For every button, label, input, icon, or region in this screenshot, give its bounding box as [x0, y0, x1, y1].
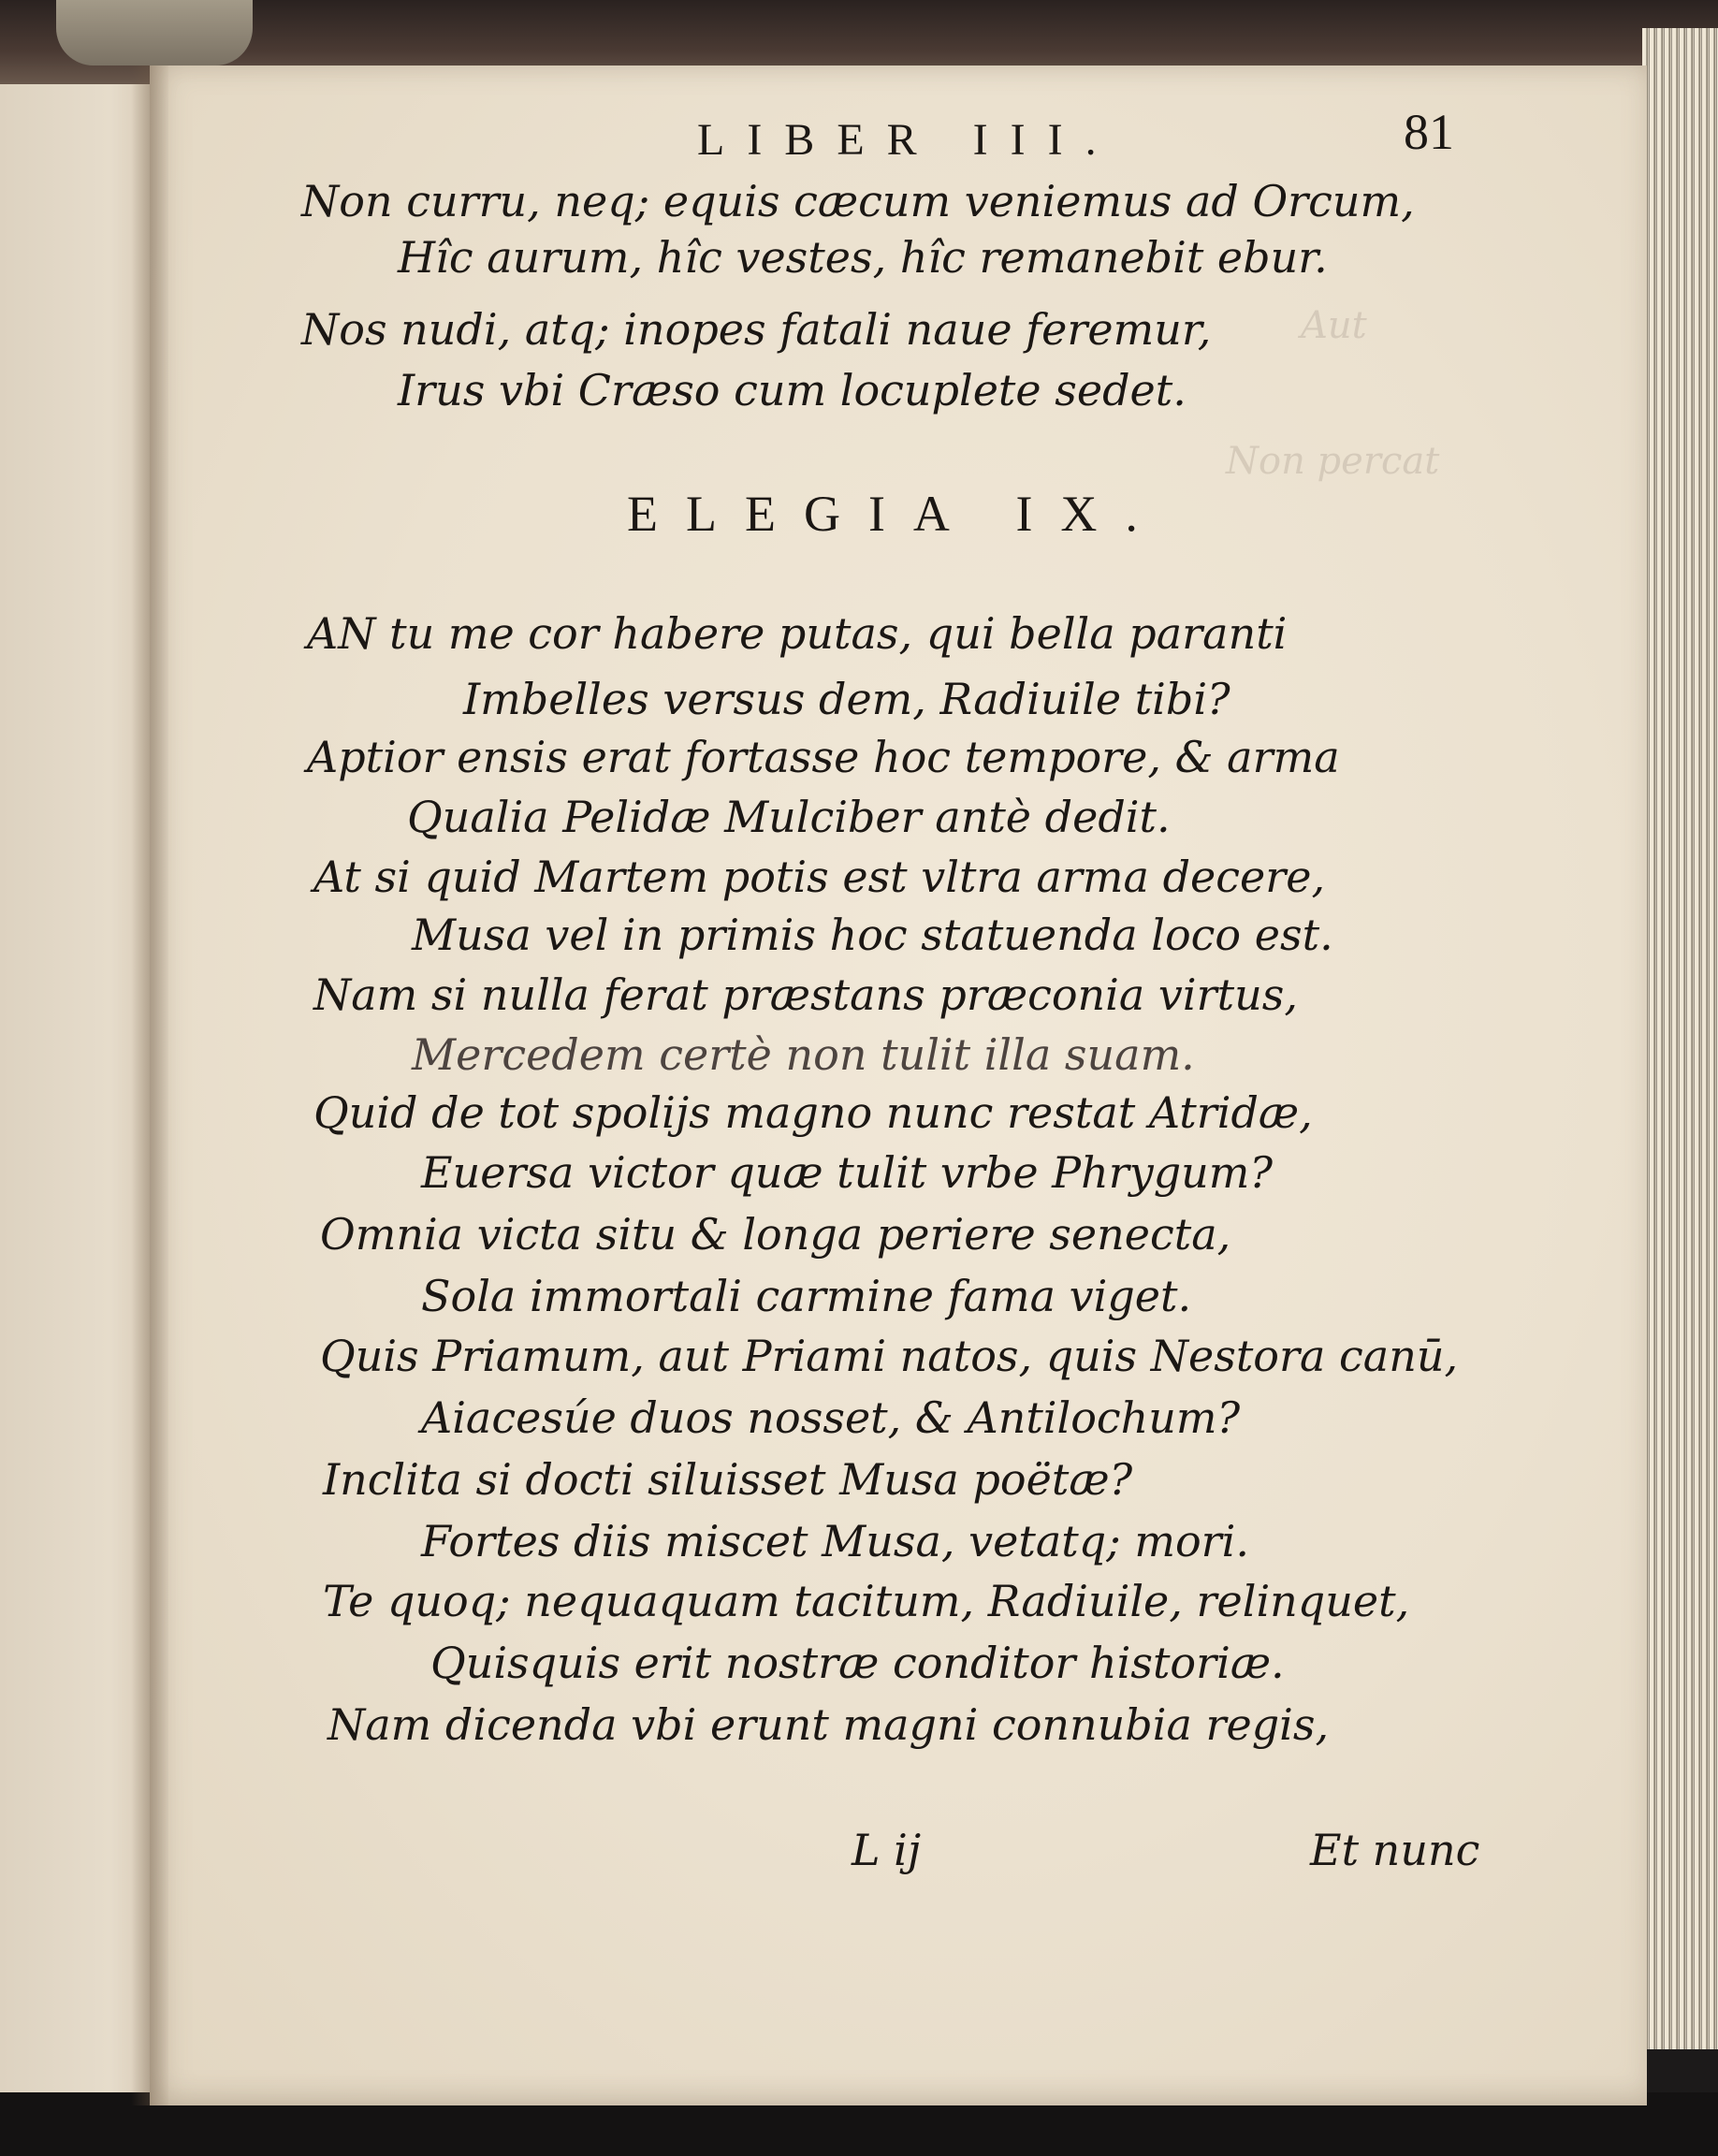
show-through-text: Aut — [1301, 304, 1367, 347]
verse-line: Quis Priamum, aut Priami natos, quis Nestora canū, — [320, 1331, 1459, 1381]
verse-line: Omnia victa situ & longa periere senecta, — [320, 1209, 1231, 1260]
signature-mark: L ij — [852, 1825, 922, 1875]
section-heading: ELEGIA IX. — [627, 486, 1166, 542]
verse-line: Qualia Pelidæ Mulciber antè dedit. — [407, 792, 1171, 842]
verse-line: Quid de tot spolijs magno nunc restat Atridæ, — [313, 1087, 1313, 1138]
verse-line: Nos nudi, atq; inopes fatali naue feremur, — [301, 304, 1212, 355]
page-number: 81 — [1404, 104, 1454, 160]
verse-line: Nam dicenda vbi erunt magni connubia regis, — [328, 1699, 1330, 1750]
verse-line: Euersa victor quæ tulit vrbe Phrygum? — [421, 1147, 1274, 1198]
catchword: Et nunc — [1310, 1825, 1480, 1875]
verse-line: Aptior ensis erat fortasse hoc tempore, & arma — [307, 732, 1340, 782]
verse-line: Non curru, neq; equis cæcum veniemus ad Orcum, — [301, 176, 1415, 226]
verse-line: Inclita si docti siluisset Musa poëtæ? — [323, 1454, 1133, 1505]
verse-line: Hîc aurum, hîc vestes, hîc remanebit ebur. — [398, 232, 1328, 283]
verse-line: Quisquis erit nostræ conditor historiæ. — [430, 1638, 1285, 1688]
verse-line: Musa vel in primis hoc statuenda loco est. — [412, 910, 1333, 960]
binding-cord — [56, 0, 253, 66]
running-head: LIBER III. — [697, 115, 1119, 165]
verse-line: Mercedem certè non tulit illa suam. — [412, 1029, 1195, 1080]
verse-line: Nam si nulla ferat præstans præconia virtus, — [313, 969, 1298, 1020]
verse-line: Te quoq; nequaquam tacitum, Radiuile, relinquet, — [323, 1576, 1410, 1626]
show-through-text: Non percat — [1226, 440, 1440, 483]
verse-line: AN tu me cor habere putas, qui bella paranti — [307, 608, 1288, 659]
verse-line: Sola immortali carmine fama viget. — [421, 1271, 1192, 1321]
verse-line: Irus vbi Cræso cum locuplete sedet. — [398, 365, 1187, 415]
page-stack-edge — [1642, 28, 1718, 2049]
page-gutter-shadow — [131, 66, 168, 2105]
book-page — [150, 66, 1647, 2105]
verse-line: At si quid Martem potis est vltra arma decere, — [313, 852, 1326, 902]
verse-line: Fortes diis miscet Musa, vetatq; mori. — [421, 1516, 1249, 1566]
verse-line: Imbelles versus dem, Radiuile tibi? — [463, 674, 1230, 724]
verse-line: Aiacesúe duos nosset, & Antilochum? — [421, 1392, 1241, 1443]
